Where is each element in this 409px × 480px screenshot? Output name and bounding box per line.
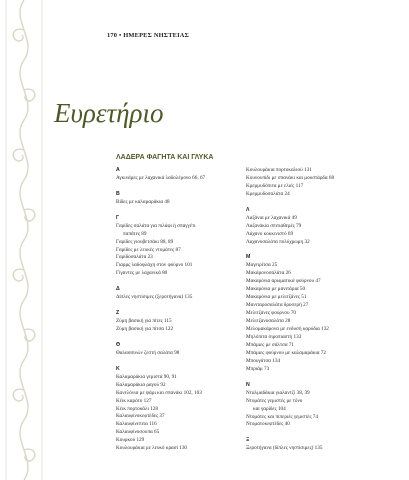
index-entry: Καλαμαράκια ραγού 92 xyxy=(116,381,166,388)
index-letter: Κ xyxy=(116,365,120,372)
page-title: Ευρετήριο xyxy=(54,98,164,128)
index-entry: Μελιτζάνες φούρνου 70 xyxy=(246,310,297,317)
index-letter: Ν xyxy=(246,381,250,388)
index-entry: Καλαμαράκια γεμιστά 90, 91 xyxy=(116,373,177,380)
index-entry: Ζύμη βασική για πίτες 115 xyxy=(116,318,172,325)
index-column-left xyxy=(116,167,238,461)
index-group xyxy=(116,366,238,453)
index-entry: Ντομάτες και πιπεριές γεμιστές 74 xyxy=(246,413,318,420)
index-column-right xyxy=(246,167,396,461)
index-entry: Ντοματοκεφτέδες 40 xyxy=(246,421,290,428)
index-entry: Μακαρόνια με μελιτζάνες 51 xyxy=(246,294,307,301)
index-entry: Μανιταροσαλάτα δροσερή 27 xyxy=(246,302,309,309)
index-group xyxy=(116,215,238,279)
index-letter: Ζ xyxy=(116,310,120,317)
index-group xyxy=(116,310,238,334)
index-group xyxy=(116,286,238,302)
index-entry: Μπάμιες με σάλτσα 71 xyxy=(246,341,295,348)
index-letter: Δ xyxy=(116,286,120,293)
index-group xyxy=(246,167,396,199)
index-entry: Θαλασσινών ζεστή σαλάτα 98 xyxy=(116,349,180,356)
index-entry: παπάτες 89 xyxy=(123,230,147,237)
index-group xyxy=(246,254,396,373)
index-entry: Μαγειρίτσα 25 xyxy=(246,262,278,269)
index-entry: Κέικ πορτοκάλι 128 xyxy=(116,405,158,412)
index-entry: Λαχανοσαλάτα πολύχρωμη 32 xyxy=(246,238,310,245)
index-entry: Γαρίδες με λευκές ντομάτες 87 xyxy=(116,246,181,253)
index-entry: Λάχανο κοκκινιστό 69 xyxy=(246,230,294,237)
index-entry: Μακαρόνια με μανιτάρια 50 xyxy=(246,286,306,293)
index-entry: Μακάρονοσαλάτα 26 xyxy=(246,270,291,277)
index-entry: Νταλμαδάκια γιαλαντζί 38, 39 xyxy=(246,389,310,396)
index-entry: Ξεροτήγανα (δίπλες νηστίσιμες) 135 xyxy=(246,445,323,452)
index-letter: Ξ xyxy=(246,437,250,444)
index-group xyxy=(116,167,238,183)
index-entry: Μπριάμ 73 xyxy=(246,365,270,372)
decorative-scroll-border xyxy=(0,0,48,480)
index-entry: Καλαυφίνοσουπα 65 xyxy=(116,429,160,436)
index-entry: Μελιτζανοσαλάτα 28 xyxy=(246,318,291,325)
index-entry: Κουνουπίδι με σπανάκι και μουστάρδα 68 xyxy=(246,174,335,181)
index-entry: Μπάμιες φούρνου με καλαμαράκια 72 xyxy=(246,349,326,356)
index-entry: Κουλουράκια πορτοκαλιού 131 xyxy=(246,167,312,173)
index-entry: Αγκινάρες με λαχανικά λαδολέμονο 66, 67 xyxy=(116,174,206,181)
index-group xyxy=(116,191,238,207)
index-entry: Γαρίδες γιουβετσάκι 88, 89 xyxy=(116,238,174,245)
index-letter: Γ xyxy=(116,214,120,221)
section-heading: ΛΑΔΕΡΑ ΦΑΓΗΤΑ ΚΑΙ ΓΛΥΚΑ xyxy=(116,154,214,161)
index-entry: Κανελόνια με ψάρι και σπανάκι 102, 103 xyxy=(116,389,202,396)
index-entry: Λαζάνια με λαχανικά 49 xyxy=(246,214,297,221)
index-entry: Μακαρόνια αρωματικά φούρνου 47 xyxy=(246,278,321,285)
index-letter: Λ xyxy=(246,206,250,213)
index-entry: Γαρίδες σαλάτα για πιλάφι ή σπαγγέτι xyxy=(116,222,196,229)
index-entry: Δίπλες νηστίσιμες (ξεροτήγανα) 135 xyxy=(116,294,193,301)
running-head: 170 • ΗΜΕΡΕΣ ΝΗΣΤΕΙΑΣ xyxy=(107,32,189,39)
index-group xyxy=(246,437,396,453)
index-group xyxy=(116,342,238,358)
index-letter: Α xyxy=(116,167,120,173)
index-entry: Ζύμη βασική για πίτσα 122 xyxy=(116,326,174,332)
index-entry: Καλαυφίνεπιτα 116 xyxy=(116,421,157,428)
index-group xyxy=(246,382,396,430)
index-entry: Κουρκού 129 xyxy=(116,437,145,444)
index-entry: Γιαρμς λαδοφλάχη στον φούρνο 101 xyxy=(116,262,193,269)
index-letter: Θ xyxy=(116,341,121,348)
index-entry: Βίδες με καλαμαράκια 48 xyxy=(116,198,170,205)
index-entry: και γαρίδες 104 xyxy=(253,405,286,412)
index-letter: Μ xyxy=(246,254,251,261)
index-entry: Κέικ καρότο 127 xyxy=(116,397,152,404)
index-entry: Καλαυφινοκεφτέδες 37 xyxy=(116,413,165,420)
index-entry: Μηλόπιτα σιροπιαστή 133 xyxy=(246,333,302,340)
index-entry: Κρεμμυδόπιτα με ελιές 117 xyxy=(246,182,304,189)
index-entry: Μελομακάρονα με ενδυσή καρύδια 132 xyxy=(246,326,329,333)
index-group xyxy=(246,207,396,247)
index-letter: Β xyxy=(116,190,120,197)
index-entry: Γίγαντες με λαχανικά 80 xyxy=(116,270,168,277)
index-entry: Κουλουράκια με λευκό κρασί 130 xyxy=(116,445,188,452)
index-entry: Ντομάτες γεμιστές με τόνο xyxy=(246,397,303,404)
index-entry: Γαρίδοσαλάτα 23 xyxy=(116,254,153,261)
index-entry: Μπουγάτσα 134 xyxy=(246,357,281,364)
index-entry: Λαζανάκια σπιτιαθερές 79 xyxy=(246,222,302,229)
index-entry: Κρεμμυδοσαλάτα 24 xyxy=(246,190,290,197)
